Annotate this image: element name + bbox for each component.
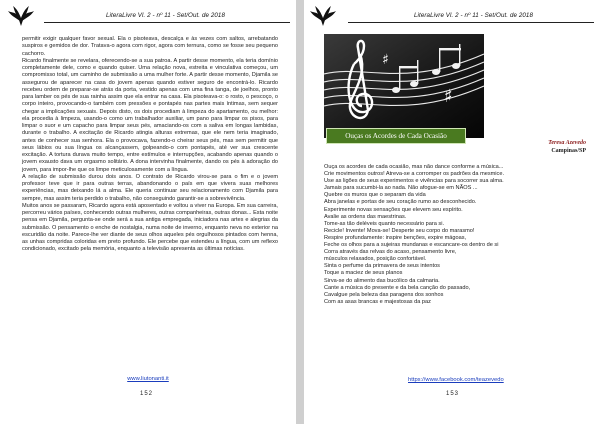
poem-line: Cante a música do presente e da bela canção do passado, [324, 284, 471, 291]
poem-line: Feche os olhos para a sujeiras mundanas e escancare-os dentro de si [324, 242, 499, 249]
paragraph: A relação de submissão durou dois anos. O contrato de Ricardo virou-se para o fim e o jovem professor teve que ir para outras terras, abandonando o país em que vivera suas melhores experiências, mas deixando lá a alma. Ele queria continuar seu relacionamento com Djamila para sempre, mas assim teria perdido o trabalho, não conseguindo garantir-se a sobrevivência. [22, 173, 278, 202]
author-name: Teresa Azevedo [548, 140, 586, 146]
left-page [0, 0, 296, 424]
svg-text:♯: ♯ [444, 86, 453, 107]
poem-line: Tome-as tão deléveis quanto necessário para si. [324, 220, 445, 227]
page-number: 152 [140, 391, 154, 397]
paragraph: permitir exigir qualquer favor sexual. Ela o pisoteava, descalça e às vezes com saltos, arrebatando suspiros e gemidos de dor. Tratava-o agora com rigor, agora com ternura, como se fosse seu pequeno cachorro. [22, 36, 278, 57]
poem-line: Toque a maciez de seus planos [324, 270, 403, 277]
header-rule [348, 22, 594, 23]
winged-logo-icon [310, 6, 336, 26]
music-notes-image [324, 34, 484, 138]
story-text [22, 36, 278, 254]
paragraph: Ricardo finalmente se revelara, oferecendo-se a sua patroa. A partir desse momento, ela teria domínio completamente dele, como e quando quiser. Uma relação nova, estreita e vinculativa começou, um compromisso total, um caminho de submissão a uma mulher forte. A partir desse momento, Djamila se assegurou de aparecer na casa do jovem apenas quando estiver seguro de encontrá-lo. Ricardo recebeu ordem de preparar-se atrás da porta, vestido apenas com uma fina tanga, de joelhos, pronto para lamber os pés de sua rainha assim que ela entrar na casa. Ela pisoteava-o: o rosto, o pescoço, o corpo inteiro, provocando-o também com pressões e pontapés nas partes mais íntimas, sem sequer chegar a implicações sexuais. Depois disto, os dois procediam à limpeza do apartamento, ou melhor: ela procedia à limpeza, usando-o como um trabalhador auxiliar, um pano para limpar os pisos, para limpar o suor e um capacho para limpar seus pés, amaciando-os com a saliva em longas lambidas, durante o trabalho. A excitação de Ricardo atingia alturas extremas, que ele nem teria imaginado, antes de conhecer sua senhora. Ela o provocava, fazendo-o cheirar seus pés, mas sem permitir que seus lábios ou sua língua os alcançassem, golpeando-o com pontapés, até ver sua crescente excitação. A tortura durava muito tempo, entre estímulos e interrupções, acabando apenas quando o jovem exausto dava um orgasmo solitário. A dona intervinha finalmente, dando os pés à adoração do jovem, para impor-lhe que os limpe meticulosamente com a língua. [22, 57, 278, 173]
right-page [304, 0, 600, 424]
page-gutter [296, 0, 304, 424]
poem-line: músculos relaxados, posição confortável. [324, 256, 427, 263]
header-rule [44, 22, 290, 23]
author-website-link-wrap [0, 376, 296, 382]
facebook-link[interactable]: https://www.facebook.com/teazevedo [408, 377, 504, 383]
page-number: 153 [446, 391, 460, 397]
page-header [304, 6, 600, 28]
poem-title: Ouças os Acordes de Cada Ocasião [326, 128, 466, 144]
poem-line: Use as ligões de seus experimentos e vivências para socorrer sua alma. [324, 178, 504, 185]
poem-line: Experimente novas sensações que elevem seu espírito. [324, 206, 463, 213]
poem-line: Respire profundamente: inspire benções, expire mágoas, [324, 234, 467, 241]
author-city: Campinas/SP [551, 148, 586, 154]
poem-line: Cavalgue pela beleza das paragens dos sonhos [324, 291, 444, 298]
poem-line: Quebre os muros que o separam da vida [324, 192, 426, 199]
poem-line: Sirva-se do alimento das bucólico da calmaria. [324, 277, 440, 284]
treble-clef-icon [324, 34, 484, 138]
poem-line: Recicle! Invente! Mova-se! Desperte seu corpo do marasmo! [324, 227, 475, 234]
poem-line: Com as asas brancas e majestosas da paz [324, 298, 431, 305]
winged-logo-icon [8, 6, 34, 26]
svg-text:♯: ♯ [382, 52, 389, 68]
poem-line: Abra janelas e portas de seu coração rumo ao desconhecido. [324, 199, 477, 206]
poem-line: Ouça os acordes de cada ocasião, mas não dance conforme a música... [324, 164, 504, 170]
poem-line: Corra através das relvas do acaso, pensamento livre, [324, 249, 457, 256]
poem-text [324, 164, 584, 306]
poem-line: Avalie as ordens das maestrinas. [324, 213, 407, 220]
poem-line: Crie movimentos outros! Atreva-se a corromper os padrões da mesmice. [324, 171, 505, 178]
author-website-link[interactable]: www.liutonanti.it [127, 376, 169, 382]
header-text: LiteraLivre Vl. 2 - nº 11 - Set/Out. de 2018 [414, 12, 534, 19]
paragraph: Muitos anos se passaram, Ricardo agora está aposentado e voltou a viver na Europa. Em sua carreira, percorreu vários países, conhecendo outras mulheres, outras companheiras, outras donas... Esta noite pensa em Djamila, pergunta-se onde será a sua antiga empregada, iniciadora nas artes e alegrias da submissão. O pensamento o enche de nostalgia, numa noite de inverno, enquanto neva no exterior na escuridão da noite. Parece-lhe ver diante de seus olhos aqueles pés orgulhosos pintados com henna, as unhas compridas coloridas em preto profundo. Ele percebe que estendeu a língua, com um reflexo condicionado, excitado pela memória, enquanto a televisão apresenta as últimas notícias. [22, 202, 278, 253]
poem-line: Sinta o perfume da primavera de seus intentos [324, 263, 440, 270]
header-text: LiteraLivre Vl. 2 - nº 11 - Set/Out. de 2018 [106, 12, 226, 19]
author-credit [548, 139, 586, 155]
facebook-link-wrap [408, 377, 504, 383]
poem-line: Jamais para sucumbi-la ao nada. Não afogue-se em NÃOS ... [324, 185, 478, 192]
page-header [0, 6, 296, 28]
